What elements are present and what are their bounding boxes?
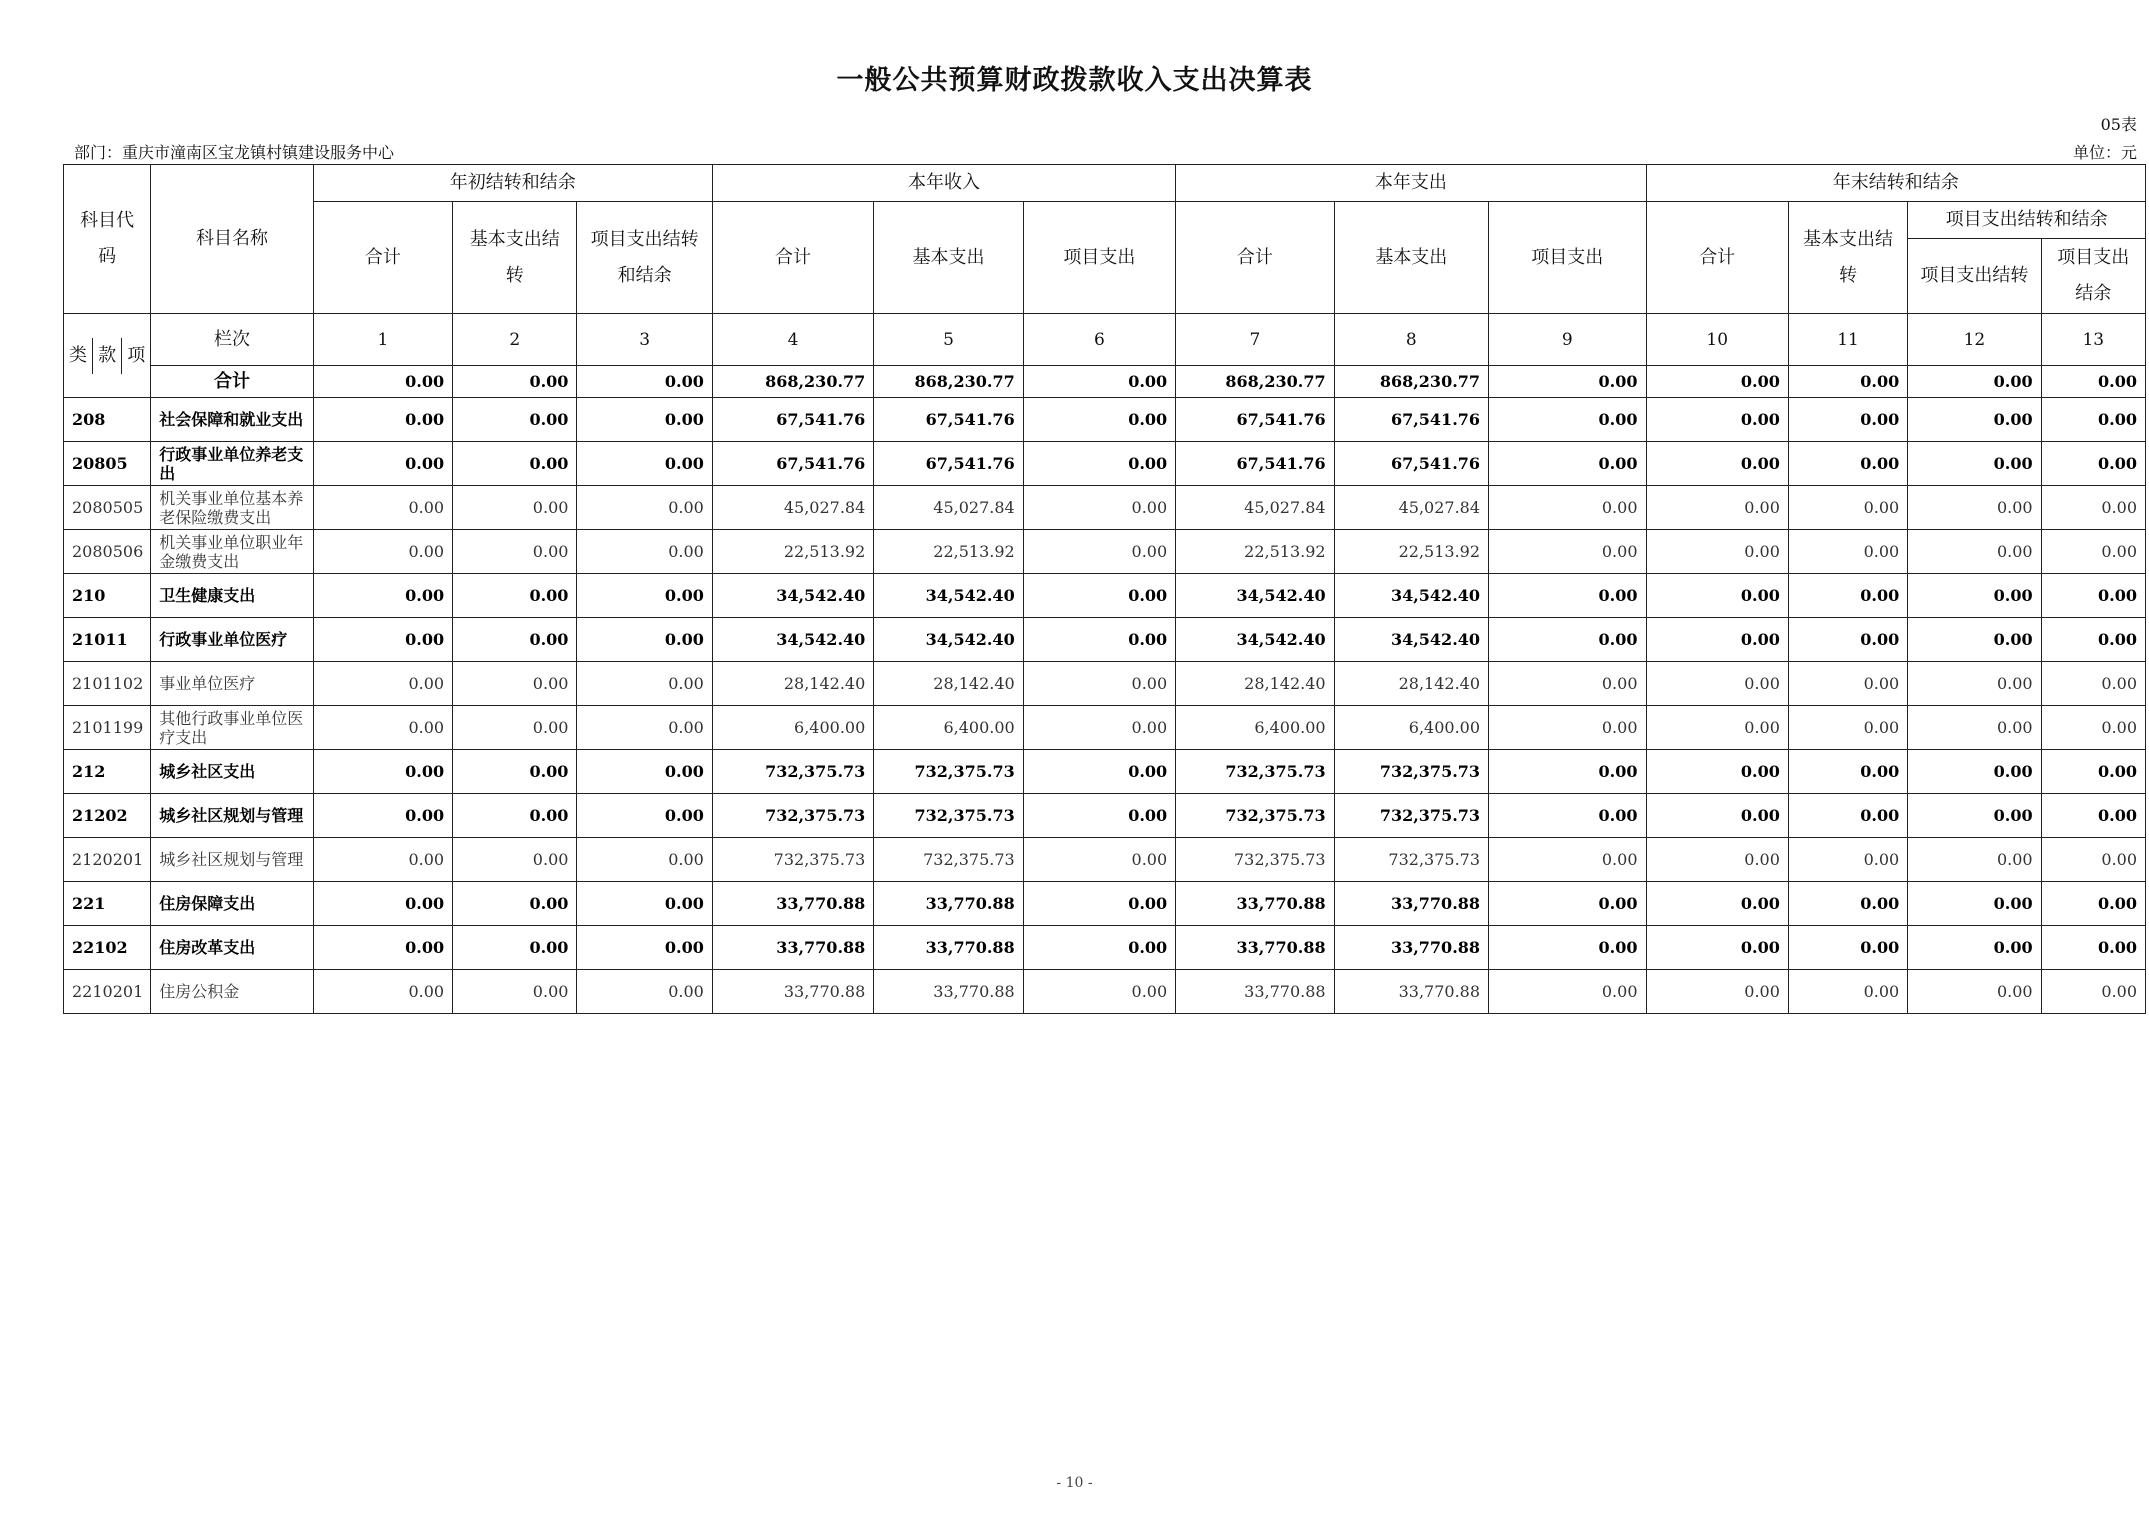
amount-cell: 0.00	[1646, 662, 1788, 706]
amount-cell: 0.00	[1908, 530, 2041, 574]
total-value: 0.00	[1023, 366, 1175, 398]
amount-cell: 732,375.73	[1334, 750, 1488, 794]
amount-cell: 0.00	[453, 398, 577, 442]
amount-cell: 0.00	[1908, 398, 2041, 442]
amount-cell: 732,375.73	[712, 750, 873, 794]
amount-cell: 0.00	[577, 706, 712, 750]
amount-cell: 0.00	[453, 530, 577, 574]
total-value: 0.00	[1908, 366, 2041, 398]
table-row	[64, 794, 2146, 838]
amount-cell: 0.00	[1489, 706, 1646, 750]
amount-cell: 0.00	[577, 398, 712, 442]
subject-code: 2080506	[64, 530, 151, 574]
amount-cell: 67,541.76	[712, 442, 873, 486]
subject-code: 221	[64, 882, 151, 926]
amount-cell: 0.00	[2041, 926, 2145, 970]
total-row	[64, 366, 2146, 398]
amount-cell: 45,027.84	[1176, 486, 1334, 530]
header-expense-total: 合计	[1176, 202, 1334, 314]
amount-cell: 0.00	[313, 970, 452, 1014]
amount-cell: 0.00	[1908, 662, 2041, 706]
amount-cell: 67,541.76	[874, 398, 1023, 442]
amount-cell: 0.00	[313, 398, 452, 442]
amount-cell: 0.00	[1646, 618, 1788, 662]
amount-cell: 0.00	[1788, 618, 1907, 662]
amount-cell: 732,375.73	[1334, 794, 1488, 838]
amount-cell: 33,770.88	[1334, 882, 1488, 926]
amount-cell: 28,142.40	[874, 662, 1023, 706]
total-value: 0.00	[1788, 366, 1907, 398]
header-income-basic: 基本支出	[874, 202, 1023, 314]
amount-cell: 0.00	[1788, 530, 1907, 574]
amount-cell: 0.00	[1023, 882, 1175, 926]
amount-cell: 0.00	[577, 618, 712, 662]
amount-cell: 0.00	[2041, 662, 2145, 706]
subject-code: 210	[64, 574, 151, 618]
amount-cell: 0.00	[1908, 970, 2041, 1014]
amount-cell: 0.00	[1908, 618, 2041, 662]
total-value: 0.00	[2041, 366, 2145, 398]
amount-cell: 0.00	[577, 530, 712, 574]
subject-name: 住房公积金	[151, 970, 313, 1014]
amount-cell: 34,542.40	[1176, 618, 1334, 662]
amount-cell: 0.00	[453, 882, 577, 926]
amount-cell: 0.00	[313, 618, 452, 662]
header-code: 科目代码	[64, 165, 151, 314]
amount-cell: 6,400.00	[1334, 706, 1488, 750]
amount-cell: 0.00	[1023, 970, 1175, 1014]
amount-cell: 0.00	[2041, 838, 2145, 882]
amount-cell: 0.00	[1788, 970, 1907, 1014]
amount-cell: 0.00	[2041, 970, 2145, 1014]
amount-cell: 34,542.40	[1176, 574, 1334, 618]
amount-cell: 0.00	[1646, 442, 1788, 486]
header-group-expense: 本年支出	[1176, 165, 1646, 202]
table-row	[64, 838, 2146, 882]
column-index: 12	[1908, 314, 2041, 366]
amount-cell: 0.00	[577, 794, 712, 838]
amount-cell: 0.00	[453, 486, 577, 530]
table-row	[64, 926, 2146, 970]
budget-table	[63, 164, 2146, 1014]
total-value: 0.00	[1489, 366, 1646, 398]
column-index: 13	[2041, 314, 2145, 366]
total-value: 868,230.77	[712, 366, 873, 398]
header-end-basic: 基本支出结转	[1788, 202, 1907, 314]
amount-cell: 0.00	[1023, 750, 1175, 794]
subject-name: 住房保障支出	[151, 882, 313, 926]
amount-cell: 0.00	[1646, 794, 1788, 838]
column-index: 2	[453, 314, 577, 366]
column-index: 7	[1176, 314, 1334, 366]
amount-cell: 0.00	[1788, 882, 1907, 926]
column-index: 10	[1646, 314, 1788, 366]
amount-cell: 0.00	[577, 750, 712, 794]
amount-cell: 0.00	[1788, 926, 1907, 970]
amount-cell: 0.00	[2041, 530, 2145, 574]
subject-code: 21202	[64, 794, 151, 838]
amount-cell: 0.00	[453, 574, 577, 618]
amount-cell: 0.00	[1646, 398, 1788, 442]
table-row	[64, 706, 2146, 750]
amount-cell: 0.00	[1489, 574, 1646, 618]
table-row	[64, 486, 2146, 530]
total-value: 868,230.77	[1334, 366, 1488, 398]
amount-cell: 67,541.76	[1334, 442, 1488, 486]
total-value: 0.00	[453, 366, 577, 398]
amount-cell: 0.00	[453, 442, 577, 486]
amount-cell: 732,375.73	[1176, 794, 1334, 838]
header-end-project-carry: 项目支出结转	[1908, 239, 2041, 314]
table-row	[64, 750, 2146, 794]
amount-cell: 0.00	[1489, 662, 1646, 706]
class-label-lei: 类	[64, 338, 93, 374]
amount-cell: 33,770.88	[874, 970, 1023, 1014]
amount-cell: 0.00	[1023, 838, 1175, 882]
amount-cell: 0.00	[1023, 486, 1175, 530]
amount-cell: 33,770.88	[712, 882, 873, 926]
amount-cell: 0.00	[1023, 706, 1175, 750]
amount-cell: 732,375.73	[712, 794, 873, 838]
amount-cell: 0.00	[1908, 838, 2041, 882]
amount-cell: 0.00	[2041, 882, 2145, 926]
table-row	[64, 398, 2146, 442]
amount-cell: 732,375.73	[1176, 750, 1334, 794]
amount-cell: 33,770.88	[1176, 926, 1334, 970]
amount-cell: 28,142.40	[712, 662, 873, 706]
header-end-total: 合计	[1646, 202, 1788, 314]
amount-cell: 67,541.76	[1176, 442, 1334, 486]
total-value: 0.00	[1646, 366, 1788, 398]
amount-cell: 0.00	[1646, 530, 1788, 574]
amount-cell: 0.00	[577, 662, 712, 706]
column-index: 8	[1334, 314, 1488, 366]
class-split-cell	[64, 314, 151, 398]
amount-cell: 0.00	[1646, 574, 1788, 618]
amount-cell: 0.00	[2041, 442, 2145, 486]
amount-cell: 732,375.73	[874, 794, 1023, 838]
amount-cell: 33,770.88	[712, 970, 873, 1014]
amount-cell: 0.00	[1788, 486, 1907, 530]
total-value: 0.00	[577, 366, 712, 398]
amount-cell: 0.00	[453, 618, 577, 662]
amount-cell: 67,541.76	[1176, 398, 1334, 442]
amount-cell: 34,542.40	[712, 574, 873, 618]
amount-cell: 6,400.00	[712, 706, 873, 750]
amount-cell: 0.00	[1788, 398, 1907, 442]
header-begin-project: 项目支出结转和结余	[577, 202, 712, 314]
total-value: 868,230.77	[1176, 366, 1334, 398]
table-row	[64, 970, 2146, 1014]
amount-cell: 0.00	[1788, 706, 1907, 750]
total-value: 868,230.77	[874, 366, 1023, 398]
subject-name: 城乡社区规划与管理	[151, 838, 313, 882]
column-index: 11	[1788, 314, 1907, 366]
amount-cell: 0.00	[1908, 794, 2041, 838]
header-expense-project: 项目支出	[1489, 202, 1646, 314]
amount-cell: 0.00	[2041, 794, 2145, 838]
amount-cell: 0.00	[2041, 486, 2145, 530]
amount-cell: 0.00	[2041, 706, 2145, 750]
subject-name: 机关事业单位基本养老保险缴费支出	[151, 486, 313, 530]
amount-cell: 22,513.92	[1334, 530, 1488, 574]
unit-label: 单位：元	[2072, 143, 2137, 162]
amount-cell: 0.00	[453, 706, 577, 750]
subject-code: 2210201	[64, 970, 151, 1014]
header-group-end-project: 项目支出结转和结余	[1908, 202, 2146, 239]
amount-cell: 33,770.88	[874, 926, 1023, 970]
amount-cell: 0.00	[313, 838, 452, 882]
table-row	[64, 662, 2146, 706]
amount-cell: 0.00	[1023, 926, 1175, 970]
table-row	[64, 618, 2146, 662]
amount-cell: 0.00	[1489, 486, 1646, 530]
amount-cell: 22,513.92	[712, 530, 873, 574]
subject-code: 2080505	[64, 486, 151, 530]
amount-cell: 0.00	[453, 794, 577, 838]
subject-code: 2120201	[64, 838, 151, 882]
amount-cell: 0.00	[1023, 442, 1175, 486]
amount-cell: 0.00	[2041, 398, 2145, 442]
total-label: 合计	[151, 366, 313, 398]
subject-code: 21011	[64, 618, 151, 662]
column-number-row	[64, 314, 2146, 366]
amount-cell: 0.00	[1646, 926, 1788, 970]
amount-cell: 0.00	[1023, 398, 1175, 442]
header-expense-basic: 基本支出	[1334, 202, 1488, 314]
subject-name: 城乡社区支出	[151, 750, 313, 794]
header-income-project: 项目支出	[1023, 202, 1175, 314]
amount-cell: 0.00	[577, 442, 712, 486]
amount-cell: 33,770.88	[1334, 970, 1488, 1014]
amount-cell: 0.00	[313, 530, 452, 574]
column-index: 4	[712, 314, 873, 366]
subject-code: 2101199	[64, 706, 151, 750]
amount-cell: 67,541.76	[712, 398, 873, 442]
amount-cell: 0.00	[577, 926, 712, 970]
amount-cell: 0.00	[1646, 970, 1788, 1014]
amount-cell: 0.00	[313, 882, 452, 926]
column-index: 9	[1489, 314, 1646, 366]
amount-cell: 6,400.00	[874, 706, 1023, 750]
amount-cell: 732,375.73	[874, 838, 1023, 882]
amount-cell: 45,027.84	[712, 486, 873, 530]
amount-cell: 0.00	[1023, 618, 1175, 662]
header-income-total: 合计	[712, 202, 873, 314]
table-row	[64, 882, 2146, 926]
amount-cell: 0.00	[577, 574, 712, 618]
subject-name: 住房改革支出	[151, 926, 313, 970]
amount-cell: 0.00	[1788, 442, 1907, 486]
amount-cell: 0.00	[1023, 530, 1175, 574]
amount-cell: 0.00	[313, 486, 452, 530]
amount-cell: 0.00	[1646, 486, 1788, 530]
amount-cell: 34,542.40	[1334, 618, 1488, 662]
amount-cell: 0.00	[1489, 750, 1646, 794]
amount-cell: 0.00	[2041, 750, 2145, 794]
amount-cell: 0.00	[1023, 662, 1175, 706]
amount-cell: 0.00	[313, 926, 452, 970]
amount-cell: 0.00	[1489, 618, 1646, 662]
amount-cell: 0.00	[1646, 706, 1788, 750]
amount-cell: 0.00	[1788, 750, 1907, 794]
amount-cell: 0.00	[1908, 706, 2041, 750]
amount-cell: 0.00	[1646, 750, 1788, 794]
subject-name: 卫生健康支出	[151, 574, 313, 618]
subject-name: 行政事业单位医疗	[151, 618, 313, 662]
class-label-kuan: 款	[93, 338, 122, 374]
amount-cell: 0.00	[1489, 882, 1646, 926]
amount-cell: 28,142.40	[1334, 662, 1488, 706]
amount-cell: 0.00	[1908, 486, 2041, 530]
subject-code: 20805	[64, 442, 151, 486]
amount-cell: 34,542.40	[712, 618, 873, 662]
amount-cell: 0.00	[313, 706, 452, 750]
amount-cell: 0.00	[1788, 662, 1907, 706]
amount-cell: 0.00	[313, 574, 452, 618]
amount-cell: 45,027.84	[1334, 486, 1488, 530]
amount-cell: 33,770.88	[1176, 970, 1334, 1014]
column-index: 3	[577, 314, 712, 366]
amount-cell: 33,770.88	[712, 926, 873, 970]
subject-code: 208	[64, 398, 151, 442]
amount-cell: 0.00	[1908, 926, 2041, 970]
amount-cell: 0.00	[2041, 618, 2145, 662]
subject-name: 城乡社区规划与管理	[151, 794, 313, 838]
amount-cell: 0.00	[577, 486, 712, 530]
amount-cell: 0.00	[1489, 926, 1646, 970]
amount-cell: 33,770.88	[874, 882, 1023, 926]
column-index: 6	[1023, 314, 1175, 366]
column-index: 5	[874, 314, 1023, 366]
table-row	[64, 574, 2146, 618]
subject-name: 社会保障和就业支出	[151, 398, 313, 442]
header-group-begin: 年初结转和结余	[313, 165, 712, 202]
table-header	[64, 165, 2146, 398]
header-group-income: 本年收入	[712, 165, 1175, 202]
amount-cell: 0.00	[453, 838, 577, 882]
header-name: 科目名称	[151, 165, 313, 314]
amount-cell: 0.00	[313, 442, 452, 486]
header-begin-basic: 基本支出结转	[453, 202, 577, 314]
amount-cell: 0.00	[1489, 794, 1646, 838]
table-row	[64, 442, 2146, 486]
amount-cell: 0.00	[1788, 838, 1907, 882]
form-number: 05表	[2100, 115, 2137, 134]
amount-cell: 0.00	[453, 970, 577, 1014]
amount-cell: 0.00	[1489, 398, 1646, 442]
class-label-xiang: 项	[127, 344, 146, 366]
amount-cell: 0.00	[313, 750, 452, 794]
amount-cell: 0.00	[577, 970, 712, 1014]
amount-cell: 0.00	[1908, 442, 2041, 486]
amount-cell: 0.00	[1023, 794, 1175, 838]
amount-cell: 0.00	[1908, 882, 2041, 926]
department-label: 部门：重庆市潼南区宝龙镇村镇建设服务中心	[74, 143, 395, 162]
amount-cell: 22,513.92	[1176, 530, 1334, 574]
amount-cell: 0.00	[1788, 574, 1907, 618]
column-index-label: 栏次	[151, 314, 313, 366]
amount-cell: 0.00	[1788, 794, 1907, 838]
amount-cell: 0.00	[1489, 838, 1646, 882]
amount-cell: 0.00	[1489, 970, 1646, 1014]
subject-name: 行政事业单位养老支出	[151, 442, 313, 486]
header-end-project-balance: 项目支出结余	[2041, 239, 2145, 314]
amount-cell: 0.00	[2041, 574, 2145, 618]
amount-cell: 33,770.88	[1176, 882, 1334, 926]
amount-cell: 0.00	[453, 750, 577, 794]
subject-code: 2101102	[64, 662, 151, 706]
subject-name: 机关事业单位职业年金缴费支出	[151, 530, 313, 574]
table-row	[64, 530, 2146, 574]
amount-cell: 0.00	[1908, 574, 2041, 618]
amount-cell: 732,375.73	[712, 838, 873, 882]
amount-cell: 732,375.73	[1334, 838, 1488, 882]
subject-name: 其他行政事业单位医疗支出	[151, 706, 313, 750]
amount-cell: 28,142.40	[1176, 662, 1334, 706]
amount-cell: 0.00	[1908, 750, 2041, 794]
amount-cell: 0.00	[313, 662, 452, 706]
page-number: - 10 -	[1056, 1475, 1093, 1491]
amount-cell: 0.00	[1023, 574, 1175, 618]
amount-cell: 34,542.40	[874, 618, 1023, 662]
amount-cell: 732,375.73	[1176, 838, 1334, 882]
page-title: 一般公共预算财政拨款收入支出决算表	[836, 65, 1313, 96]
amount-cell: 0.00	[577, 838, 712, 882]
subject-name: 事业单位医疗	[151, 662, 313, 706]
header-begin-total: 合计	[313, 202, 452, 314]
column-index: 1	[313, 314, 452, 366]
amount-cell: 67,541.76	[874, 442, 1023, 486]
amount-cell: 0.00	[1646, 882, 1788, 926]
amount-cell: 67,541.76	[1334, 398, 1488, 442]
amount-cell: 0.00	[453, 926, 577, 970]
amount-cell: 732,375.73	[874, 750, 1023, 794]
amount-cell: 0.00	[453, 662, 577, 706]
subject-code: 22102	[64, 926, 151, 970]
amount-cell: 34,542.40	[1334, 574, 1488, 618]
subject-code: 212	[64, 750, 151, 794]
amount-cell: 0.00	[577, 882, 712, 926]
amount-cell: 34,542.40	[874, 574, 1023, 618]
amount-cell: 0.00	[1489, 530, 1646, 574]
amount-cell: 45,027.84	[874, 486, 1023, 530]
total-value: 0.00	[313, 366, 452, 398]
amount-cell: 0.00	[1489, 442, 1646, 486]
amount-cell: 33,770.88	[1334, 926, 1488, 970]
amount-cell: 0.00	[313, 794, 452, 838]
header-group-end: 年末结转和结余	[1646, 165, 2146, 202]
amount-cell: 22,513.92	[874, 530, 1023, 574]
table-body	[64, 398, 2146, 1014]
amount-cell: 0.00	[1646, 838, 1788, 882]
amount-cell: 6,400.00	[1176, 706, 1334, 750]
